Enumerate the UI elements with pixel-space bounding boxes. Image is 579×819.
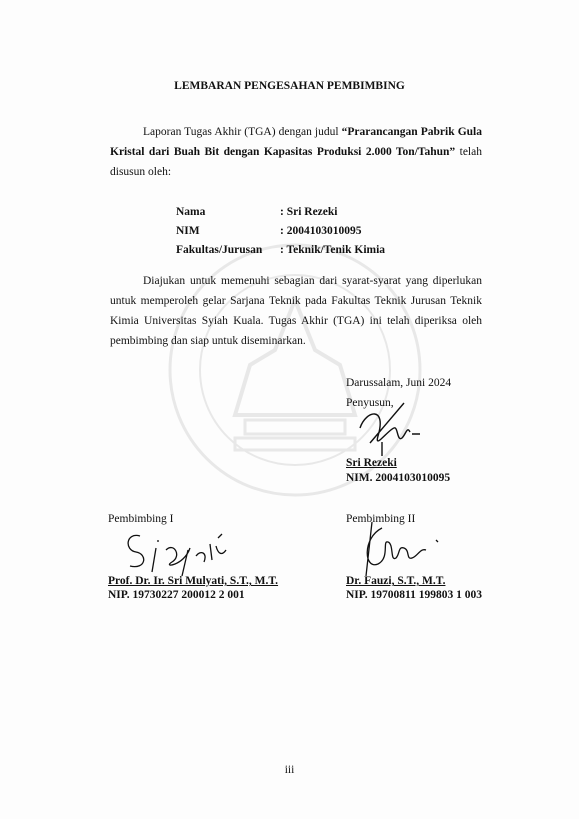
supervisor-2-name: Dr. Fauzi, S.T., M.T. bbox=[346, 575, 446, 587]
intro-post-text: telah disusun oleh: bbox=[110, 146, 482, 178]
thesis-title: “Prarancangan Pabrik Gula Kristal dari Buah Bit dengan Kapasitas Produksi 2.000 Ton/Tahun” bbox=[110, 126, 482, 158]
supervisor-1-nip: NIP. 19730227 200012 2 001 bbox=[108, 589, 245, 601]
page-number: iii bbox=[284, 764, 295, 776]
author-role: Penyusun, bbox=[346, 397, 394, 409]
page-title: LEMBARAN PENGESAHAN PEMBIMBING bbox=[174, 80, 405, 92]
supervisor-1-signature bbox=[118, 526, 248, 578]
faculty-value: : Teknik/Tenik Kimia bbox=[280, 244, 386, 256]
body-paragraph: Diajukan untuk memenuhi sebagian dari syarat-syarat yang diperlukan untuk memperoleh gelar Sarjana Teknik pada Fakultas Teknik Jurusan Teknik Kimia Universitas Syiah Kuala. Tugas Akhir (TGA) ini telah diperiksa oleh pembimbing dan siap untuk diseminarkan. bbox=[110, 275, 482, 347]
intro-paragraph bbox=[110, 122, 482, 182]
nim-label: NIM bbox=[176, 225, 200, 237]
supervisor-2-signature bbox=[352, 518, 442, 578]
place-date: Darussalam, Juni 2024 bbox=[346, 377, 452, 389]
intro-pre-text: Laporan Tugas Akhir (TGA) dengan judul bbox=[143, 126, 342, 138]
author-nim: NIM. 2004103010095 bbox=[346, 472, 451, 484]
author-name: Sri Rezeki bbox=[346, 457, 397, 469]
supervisor-2-role: Pembimbing II bbox=[346, 513, 416, 525]
faculty-label: Fakultas/Jurusan bbox=[176, 244, 263, 256]
author-signature bbox=[352, 398, 437, 458]
name-value: : Sri Rezeki bbox=[280, 206, 338, 218]
supervisor-1-role: Pembimbing I bbox=[108, 513, 174, 525]
name-label: Nama bbox=[176, 206, 206, 218]
supervisor-1-name: Prof. Dr. Ir. Sri Mulyati, S.T., M.T. bbox=[108, 575, 279, 587]
supervisor-2-nip: NIP. 19700811 199803 1 003 bbox=[346, 589, 482, 601]
nim-value: : 2004103010095 bbox=[280, 225, 362, 237]
